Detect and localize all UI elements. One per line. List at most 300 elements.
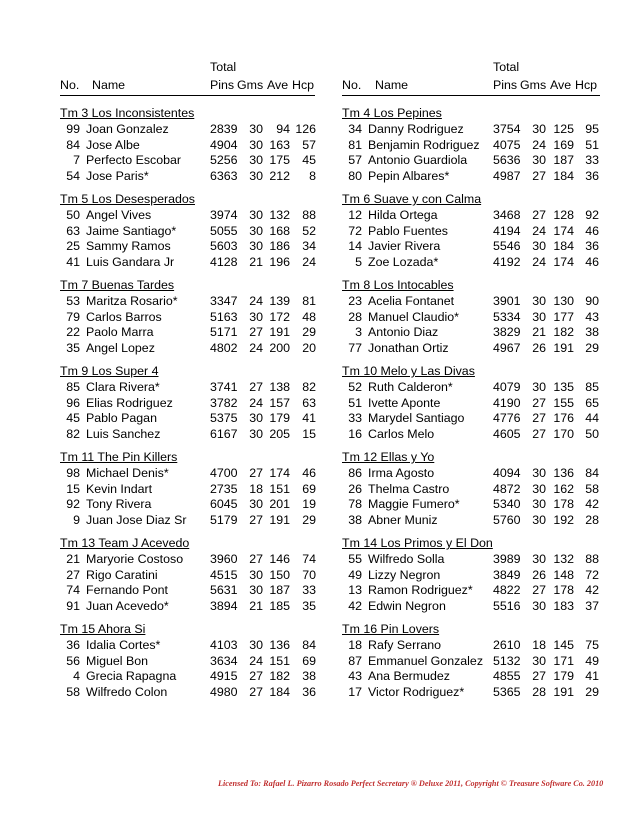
player-row [342, 341, 638, 357]
player-pins: 2839 [210, 122, 238, 136]
player-average: 191 [269, 325, 290, 339]
player-average: 184 [553, 239, 574, 253]
player-row [60, 169, 360, 185]
player-handicap: 19 [302, 497, 316, 511]
player-average: 174 [553, 223, 574, 238]
player-name: Carlos Melo [368, 426, 435, 441]
player-number: 55 [348, 552, 362, 566]
player-row [342, 599, 638, 615]
player-row [342, 411, 638, 427]
team-title: Tm 14 Los Primos y El Don [342, 536, 493, 550]
player-name: Edwin Negron [368, 598, 446, 613]
player-row [342, 552, 638, 568]
player-games: 24 [249, 653, 263, 668]
player-name: Ramon Rodriguez* [368, 583, 473, 597]
player-number: 5 [355, 254, 362, 269]
player-handicap: 41 [302, 411, 316, 425]
player-name: Wilfredo Colon [86, 684, 168, 699]
player-row [60, 396, 360, 412]
player-number: 78 [348, 497, 362, 511]
hcp-header: Hcp [575, 78, 598, 92]
player-games: 27 [532, 411, 546, 425]
player-average: 200 [269, 340, 290, 355]
player-average: 171 [553, 653, 574, 668]
player-name: Fernando Pont [86, 583, 168, 597]
player-pins: 3782 [210, 395, 238, 410]
player-games: 28 [532, 684, 546, 699]
player-handicap: 92 [585, 208, 599, 222]
player-games: 30 [249, 137, 263, 152]
player-games: 30 [532, 653, 546, 668]
player-row [60, 325, 360, 341]
player-handicap: 29 [302, 325, 316, 339]
player-games: 30 [532, 294, 546, 308]
player-handicap: 46 [585, 254, 599, 269]
player-handicap: 38 [302, 669, 316, 683]
player-name: Pepin Albares* [368, 168, 450, 183]
player-number: 41 [66, 254, 80, 269]
player-number: 74 [66, 583, 80, 597]
player-name: Tony Rivera [86, 497, 152, 511]
player-pins: 3989 [493, 552, 521, 566]
player-average: 191 [553, 684, 574, 699]
player-games: 30 [532, 598, 546, 613]
player-games: 30 [249, 122, 263, 136]
player-average: 125 [553, 122, 574, 136]
player-games: 30 [249, 567, 263, 582]
player-number: 92 [66, 497, 80, 511]
player-games: 27 [249, 380, 263, 394]
player-row [342, 654, 638, 670]
team-spacer [342, 528, 638, 535]
player-name: Elias Rodriguez [86, 395, 173, 410]
team-title: Tm 15 Ahora Si [60, 622, 146, 636]
player-games: 24 [249, 294, 263, 308]
player-name: Rafy Serrano [368, 638, 442, 652]
player-pins: 3829 [493, 325, 521, 339]
player-number: 50 [66, 208, 80, 222]
player-handicap: 46 [585, 223, 599, 238]
left-column [60, 58, 360, 700]
player-games: 30 [249, 583, 263, 597]
player-pins: 4515 [210, 567, 238, 582]
player-pins: 4192 [493, 254, 521, 269]
player-average: 187 [269, 583, 290, 597]
player-pins: 3741 [210, 380, 238, 394]
player-games: 24 [249, 340, 263, 355]
player-average: 191 [553, 340, 574, 355]
player-number: 38 [348, 512, 362, 527]
player-handicap: 33 [302, 583, 316, 597]
player-handicap: 42 [585, 583, 599, 597]
player-games: 30 [249, 638, 263, 652]
player-average: 128 [553, 208, 574, 222]
player-pins: 3901 [493, 294, 521, 308]
player-handicap: 34 [302, 239, 316, 253]
player-row [342, 497, 638, 513]
player-name: Kevin Indart [86, 481, 153, 496]
gms-header: Gms [237, 78, 264, 92]
player-handicap: 33 [585, 153, 599, 167]
player-name: Zoe Lozada* [368, 254, 439, 269]
player-number: 85 [66, 380, 80, 394]
player-average: 136 [269, 638, 290, 652]
player-handicap: 36 [302, 684, 316, 699]
player-handicap: 82 [302, 380, 316, 394]
player-handicap: 15 [302, 426, 316, 441]
player-games: 30 [532, 512, 546, 527]
team-block [342, 191, 638, 270]
player-games: 24 [532, 254, 546, 269]
player-pins: 5340 [493, 497, 521, 511]
player-handicap: 37 [585, 598, 599, 613]
player-handicap: 43 [585, 309, 599, 324]
player-row [342, 380, 638, 396]
player-number: 72 [348, 223, 362, 238]
player-number: 35 [66, 340, 80, 355]
player-row [60, 341, 360, 357]
player-pins: 5546 [493, 239, 521, 253]
player-pins: 5760 [493, 512, 521, 527]
player-pins: 6045 [210, 497, 238, 511]
player-name: Angel Lopez [86, 340, 155, 355]
player-row [60, 466, 360, 482]
player-average: 163 [269, 137, 290, 152]
player-name: Sammy Ramos [86, 239, 171, 253]
player-games: 30 [249, 426, 263, 441]
team-spacer [342, 270, 638, 277]
player-average: 179 [553, 669, 574, 683]
player-average: 186 [269, 239, 290, 253]
player-name: Ivette Aponte [368, 395, 441, 410]
player-name: Grecia Rapagna [86, 669, 177, 683]
player-average: 135 [553, 380, 574, 394]
player-average: 176 [553, 411, 574, 425]
player-name: Manuel Claudio* [368, 309, 459, 324]
player-games: 27 [532, 208, 546, 222]
team-spacer [342, 184, 638, 191]
player-handicap: 29 [585, 684, 599, 699]
player-row [342, 325, 638, 341]
player-games: 30 [532, 153, 546, 167]
player-name: Angel Vives [86, 208, 152, 222]
player-number: 99 [66, 122, 80, 136]
player-row [60, 224, 360, 240]
team-block [60, 621, 360, 700]
player-games: 27 [532, 426, 546, 441]
player-pins: 4855 [493, 669, 521, 683]
pins-header: Pins [493, 78, 518, 92]
player-pins: 4915 [210, 669, 238, 683]
header-divider [342, 95, 600, 96]
player-pins: 3468 [493, 208, 521, 222]
team-title: Tm 10 Melo y Las Divas [342, 364, 475, 378]
player-handicap: 20 [302, 340, 316, 355]
column-header [60, 58, 360, 94]
player-name: Acelia Fontanet [368, 294, 455, 308]
player-games: 30 [249, 208, 263, 222]
player-pins: 5132 [493, 653, 521, 668]
team-title: Tm 11 The Pin Killers [60, 450, 178, 464]
player-average: 178 [553, 497, 574, 511]
player-pins: 3960 [210, 552, 238, 566]
player-average: 201 [269, 497, 290, 511]
team-title: Tm 5 Los Desesperados [60, 192, 195, 206]
player-handicap: 58 [585, 481, 599, 496]
player-number: 34 [348, 122, 362, 136]
player-average: 175 [269, 153, 290, 167]
player-average: 145 [553, 638, 574, 652]
player-number: 33 [348, 411, 362, 425]
player-name: Emmanuel Gonzalez [368, 653, 484, 668]
player-games: 21 [532, 325, 546, 339]
player-games: 30 [532, 552, 546, 566]
team-block [60, 277, 360, 356]
player-handicap: 38 [585, 325, 599, 339]
team-block [60, 535, 360, 614]
player-handicap: 29 [302, 512, 316, 527]
player-pins: 4822 [493, 583, 521, 597]
player-name: Juan Acevedo* [86, 598, 169, 613]
player-row [60, 669, 360, 685]
player-name: Pablo Fuentes [368, 223, 448, 238]
player-games: 24 [532, 223, 546, 238]
player-number: 63 [66, 223, 80, 238]
player-pins: 6167 [210, 426, 238, 441]
player-name: Michael Denis* [86, 466, 169, 480]
player-pins: 5179 [210, 512, 238, 527]
player-name: Maggie Fumero* [368, 497, 460, 511]
player-name: Jose Albe [86, 137, 140, 152]
player-name: Javier Rivera [368, 239, 441, 253]
team-block [60, 449, 360, 528]
player-games: 27 [249, 669, 263, 683]
player-number: 51 [348, 395, 362, 410]
player-row [60, 685, 360, 701]
player-name: Carlos Barros [86, 309, 162, 324]
player-games: 27 [532, 583, 546, 597]
player-games: 30 [249, 411, 263, 425]
player-average: 191 [269, 512, 290, 527]
player-name: Irma Agosto [368, 466, 435, 480]
player-average: 151 [269, 653, 290, 668]
team-title: Tm 7 Buenas Tardes [60, 278, 175, 292]
player-handicap: 72 [585, 567, 599, 582]
team-spacer [60, 614, 360, 621]
player-number: 87 [348, 653, 362, 668]
team-spacer [60, 528, 360, 535]
player-average: 179 [269, 411, 290, 425]
player-number: 23 [348, 294, 362, 308]
player-average: 162 [553, 481, 574, 496]
player-pins: 4079 [493, 380, 521, 394]
left-teams [60, 94, 360, 700]
player-handicap: 63 [302, 395, 316, 410]
player-handicap: 81 [302, 294, 316, 308]
player-average: 182 [553, 325, 574, 339]
player-handicap: 95 [585, 122, 599, 136]
team-block [60, 363, 360, 442]
player-row [342, 513, 638, 529]
player-games: 30 [249, 168, 263, 183]
right-column [342, 58, 638, 700]
player-handicap: 28 [585, 512, 599, 527]
player-number: 9 [73, 512, 80, 527]
player-games: 27 [249, 684, 263, 699]
player-average: 130 [553, 294, 574, 308]
name-header: Name [92, 78, 126, 92]
team-spacer [342, 614, 638, 621]
player-name: Juan Jose Diaz Sr [86, 512, 187, 527]
team-block [342, 277, 638, 356]
player-row [60, 255, 360, 271]
player-pins: 4700 [210, 466, 238, 480]
player-handicap: 75 [585, 638, 599, 652]
player-average: 178 [553, 583, 574, 597]
player-pins: 4967 [493, 340, 521, 355]
player-handicap: 24 [302, 254, 316, 269]
player-name: Marydel Santiago [368, 411, 465, 425]
player-handicap: 52 [302, 223, 316, 238]
player-average: 185 [269, 598, 290, 613]
player-row [342, 224, 638, 240]
player-row [342, 685, 638, 701]
player-name: Jaime Santiago* [86, 223, 177, 238]
player-games: 24 [249, 395, 263, 410]
player-games: 26 [532, 340, 546, 355]
player-pins: 3894 [210, 598, 238, 613]
player-row [60, 568, 360, 584]
player-number: 96 [66, 395, 80, 410]
player-games: 30 [532, 466, 546, 480]
player-handicap: 84 [302, 638, 316, 652]
player-number: 80 [348, 168, 362, 183]
total-label: Total [210, 60, 237, 74]
player-pins: 4987 [493, 168, 521, 183]
player-row [60, 122, 360, 138]
no-header: No. [342, 78, 362, 92]
player-name: Maritza Rosario* [86, 294, 178, 308]
player-average: 177 [553, 309, 574, 324]
player-name: Hilda Ortega [368, 208, 438, 222]
player-number: 98 [66, 466, 80, 480]
player-row [342, 208, 638, 224]
player-number: 25 [66, 239, 80, 253]
player-number: 18 [348, 638, 362, 652]
player-pins: 2610 [493, 638, 521, 652]
player-row [342, 583, 638, 599]
player-row [60, 294, 360, 310]
ave-header: Ave [267, 78, 289, 92]
player-games: 27 [532, 168, 546, 183]
player-average: 172 [269, 309, 290, 324]
player-number: 56 [66, 653, 80, 668]
name-header: Name [375, 78, 409, 92]
player-row [342, 122, 638, 138]
player-games: 30 [532, 239, 546, 253]
player-pins: 5631 [210, 583, 238, 597]
team-title: Tm 3 Los Inconsistentes [60, 106, 195, 120]
player-number: 4 [73, 669, 80, 683]
player-pins: 3974 [210, 208, 238, 222]
player-average: 148 [553, 567, 574, 582]
team-title: Tm 8 Los Intocables [342, 278, 454, 292]
player-name: Joan Gonzalez [86, 122, 169, 136]
player-name: Luis Gandara Jr [86, 254, 175, 269]
player-average: 183 [553, 598, 574, 613]
player-average: 139 [269, 294, 290, 308]
player-number: 22 [66, 325, 80, 339]
player-handicap: 48 [302, 309, 316, 324]
player-pins: 5334 [493, 309, 521, 324]
player-row [342, 638, 638, 654]
player-average: 168 [269, 223, 290, 238]
player-number: 16 [348, 426, 362, 441]
player-handicap: 74 [302, 552, 316, 566]
no-header: No. [60, 78, 80, 92]
player-name: Ana Bermudez [368, 669, 450, 683]
player-pins: 5163 [210, 309, 238, 324]
team-spacer [60, 442, 360, 449]
team-spacer [60, 356, 360, 363]
player-row [60, 638, 360, 654]
player-handicap: 49 [585, 653, 599, 668]
player-number: 36 [66, 638, 80, 652]
team-spacer [60, 184, 360, 191]
player-number: 3 [355, 325, 362, 339]
player-handicap: 50 [585, 426, 599, 441]
player-name: Abner Muniz [368, 512, 438, 527]
player-row [60, 583, 360, 599]
player-average: 182 [269, 669, 290, 683]
player-games: 30 [249, 497, 263, 511]
player-games: 30 [532, 380, 546, 394]
player-average: 132 [553, 552, 574, 566]
player-pins: 5516 [493, 598, 521, 613]
player-average: 174 [269, 466, 290, 480]
player-row [342, 255, 638, 271]
player-average: 205 [269, 426, 290, 441]
player-handicap: 57 [302, 137, 316, 152]
player-number: 57 [348, 153, 362, 167]
player-number: 42 [348, 598, 362, 613]
player-average: 187 [553, 153, 574, 167]
player-row [60, 411, 360, 427]
player-games: 30 [249, 153, 263, 167]
player-games: 21 [249, 254, 263, 269]
player-pins: 4128 [210, 254, 238, 269]
player-name: Lizzy Negron [368, 567, 441, 582]
player-name: Luis Sanchez [86, 426, 161, 441]
player-games: 30 [249, 223, 263, 238]
player-number: 86 [348, 466, 362, 480]
player-average: 170 [553, 426, 574, 441]
player-pins: 5256 [210, 153, 238, 167]
player-number: 21 [66, 552, 80, 566]
player-games: 30 [249, 309, 263, 324]
gms-header: Gms [520, 78, 547, 92]
player-games: 26 [532, 567, 546, 582]
player-number: 52 [348, 380, 362, 394]
player-pins: 5375 [210, 411, 238, 425]
player-average: 132 [269, 208, 290, 222]
player-pins: 3347 [210, 294, 238, 308]
player-row [342, 169, 638, 185]
player-handicap: 35 [302, 598, 316, 613]
player-row [342, 294, 638, 310]
player-row [342, 396, 638, 412]
player-games: 30 [532, 497, 546, 511]
